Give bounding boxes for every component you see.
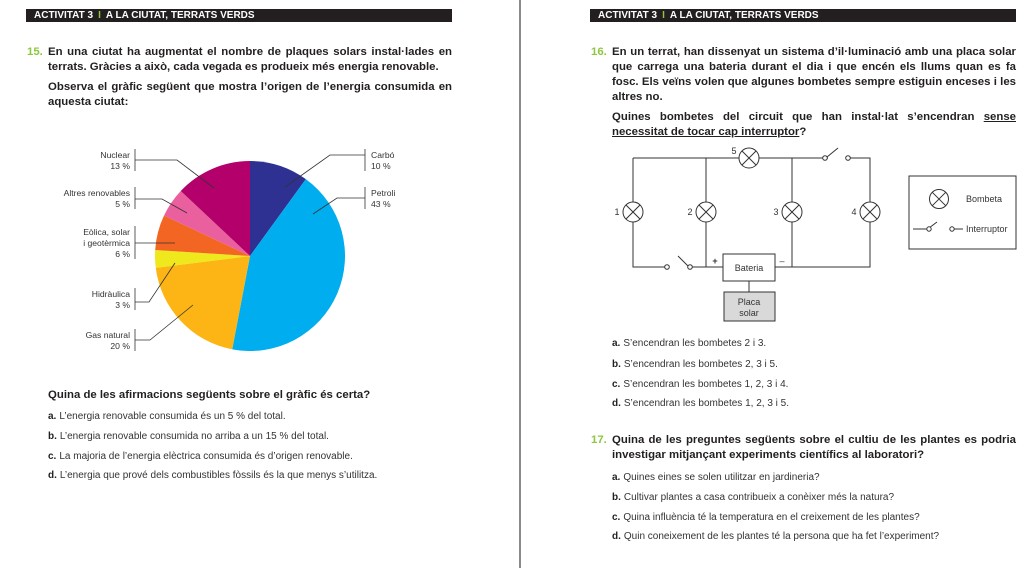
minus-sign: – [779,256,785,266]
bulb-number: 3 [773,207,779,217]
option-text: S’encendran les bombetes 2 i 3. [623,338,767,349]
slice-label: Nuclear [100,150,130,160]
option-letter: a. [612,472,621,483]
activity-title: A LA CIUTAT, TERRATS VERDS [105,10,255,21]
legend-switch-label: Interruptor [966,224,1008,234]
plus-sign: + [712,256,718,266]
option-text: L’energia renovable consumida és un 5 % del total. [59,411,286,422]
option-letter: d. [48,470,57,481]
header-separator: I [98,10,101,21]
bulb-3 [773,202,802,222]
slice-label: Carbó [371,150,395,160]
bulb-number: 5 [731,146,737,156]
option-16-c[interactable] [612,379,788,391]
solar-label-2: solar [739,308,759,318]
bulb-number: 1 [614,207,620,217]
option-text: Quina influència té la temperatura en el creixement de les plantes? [623,512,920,523]
prompt-start: Quines bombetes del circuit que han instal·lat s’encendran [612,111,984,123]
option-17-d[interactable] [612,531,939,543]
legend-bulb-label: Bombeta [966,194,1003,204]
option-text: S’encendran les bombetes 1, 2, 3 i 5. [623,398,789,409]
legend-bulb-icon [930,190,949,209]
option-17-c[interactable] [612,512,920,524]
bulb-number: 2 [687,207,693,217]
option-text: S’encendran les bombetes 2, 3 i 5. [623,359,778,370]
option-letter: a. [48,411,57,422]
option-letter: a. [612,338,621,349]
question-number: 17. [591,434,607,446]
slice-value-label: 43 % [371,199,391,209]
switch-bottom[interactable] [665,256,693,269]
option-16-b[interactable] [612,359,778,371]
option-text: Quin coneixement de les plantes té la persona que ha fet l’experiment? [623,531,940,542]
slice-value-label: 6 % [115,249,130,259]
question-number: 16. [591,46,607,58]
option-text: La majoria de l’energia elèctrica consumida és d’origen renovable. [59,451,353,462]
option-letter: c. [612,379,621,390]
option-letter: d. [612,531,621,542]
option-17-b[interactable] [612,492,894,504]
slice-label: Altres renovables [63,188,130,198]
prompt-end: ? [799,126,807,138]
bulb-number: 4 [851,207,857,217]
solar-label-1: Placa [737,297,761,307]
prompt-emphasis: sense necessitat de tocar cap interruptor [612,111,1016,138]
activity-number: ACTIVITAT 3 [598,10,658,21]
question-text-2: Observa el gràfic següent que mostra l’origen de l’energia consumida en aquesta ciutat: [48,81,452,108]
header-separator: I [662,10,665,21]
question-17 [591,433,1016,468]
slice-value-label: 5 % [115,199,130,209]
option-text: L’energia renovable consumida no arriba a un 15 % del total. [59,431,329,442]
switch-top[interactable] [823,148,851,160]
activity-title: A LA CIUTAT, TERRATS VERDS [669,10,819,21]
option-letter: b. [612,492,621,503]
option-text: L’energia que prové dels combustibles fòssils és la que menys s’utilitza. [59,470,378,481]
option-letter: c. [48,451,57,462]
option-text: Cultivar plantes a casa contribueix a conèixer més la natura? [623,492,895,503]
option-text: Quines eines se solen utilitzar en jardineria? [623,472,820,483]
question-prompt: Quina de les afirmacions següents sobre el gràfic és certa? [48,389,371,401]
slice-label: Hidràulica [91,289,130,299]
slice-label: Petroli [371,188,396,198]
bulb-5 [731,146,759,168]
battery-label: Bateria [734,263,764,273]
option-16-d[interactable] [612,398,789,410]
slice-label: Gas natural [85,330,130,340]
legend-box [909,176,1016,249]
question-number: 15. [27,46,43,58]
option-letter: c. [612,512,621,523]
question-text: Quina de les preguntes següents sobre el cultiu de les plantes es podria investigar mitjançant experiments científics al laboratori? [612,434,1016,461]
bulb-4 [851,202,880,222]
slice-value-label: 3 % [115,300,130,310]
option-letter: b. [48,431,57,442]
slice-value-label: 20 % [110,341,130,351]
slice-value-label: 13 % [110,161,130,171]
bulb-2 [687,202,716,222]
question-text: En una ciutat ha augmentat el nombre de plaques solars instal·lades en terrats. Gràcies a això, cada vegada es produeix més energia renovable. [48,46,452,73]
slice-value-label: 10 % [371,161,391,171]
question-text: En un terrat, han dissenyat un sistema d’il·luminació amb una placa solar que carrega una bateria durant el dia i que encén els llums quan es fa fosc. Els veïns volen que algunes bombetes sempre estiguin enceses i les altres no. [612,46,1016,103]
activity-number: ACTIVITAT 3 [34,10,94,21]
option-letter: b. [612,359,621,370]
option-16-a[interactable] [612,338,766,350]
slice-label: i geotèrmica [83,238,130,248]
option-letter: d. [612,398,621,409]
bulb-1 [614,202,643,222]
slice-label: Eòlica, solar [83,227,130,237]
option-text: S’encendran les bombetes 1, 2, 3 i 4. [623,379,789,390]
option-17-a[interactable] [612,472,820,484]
